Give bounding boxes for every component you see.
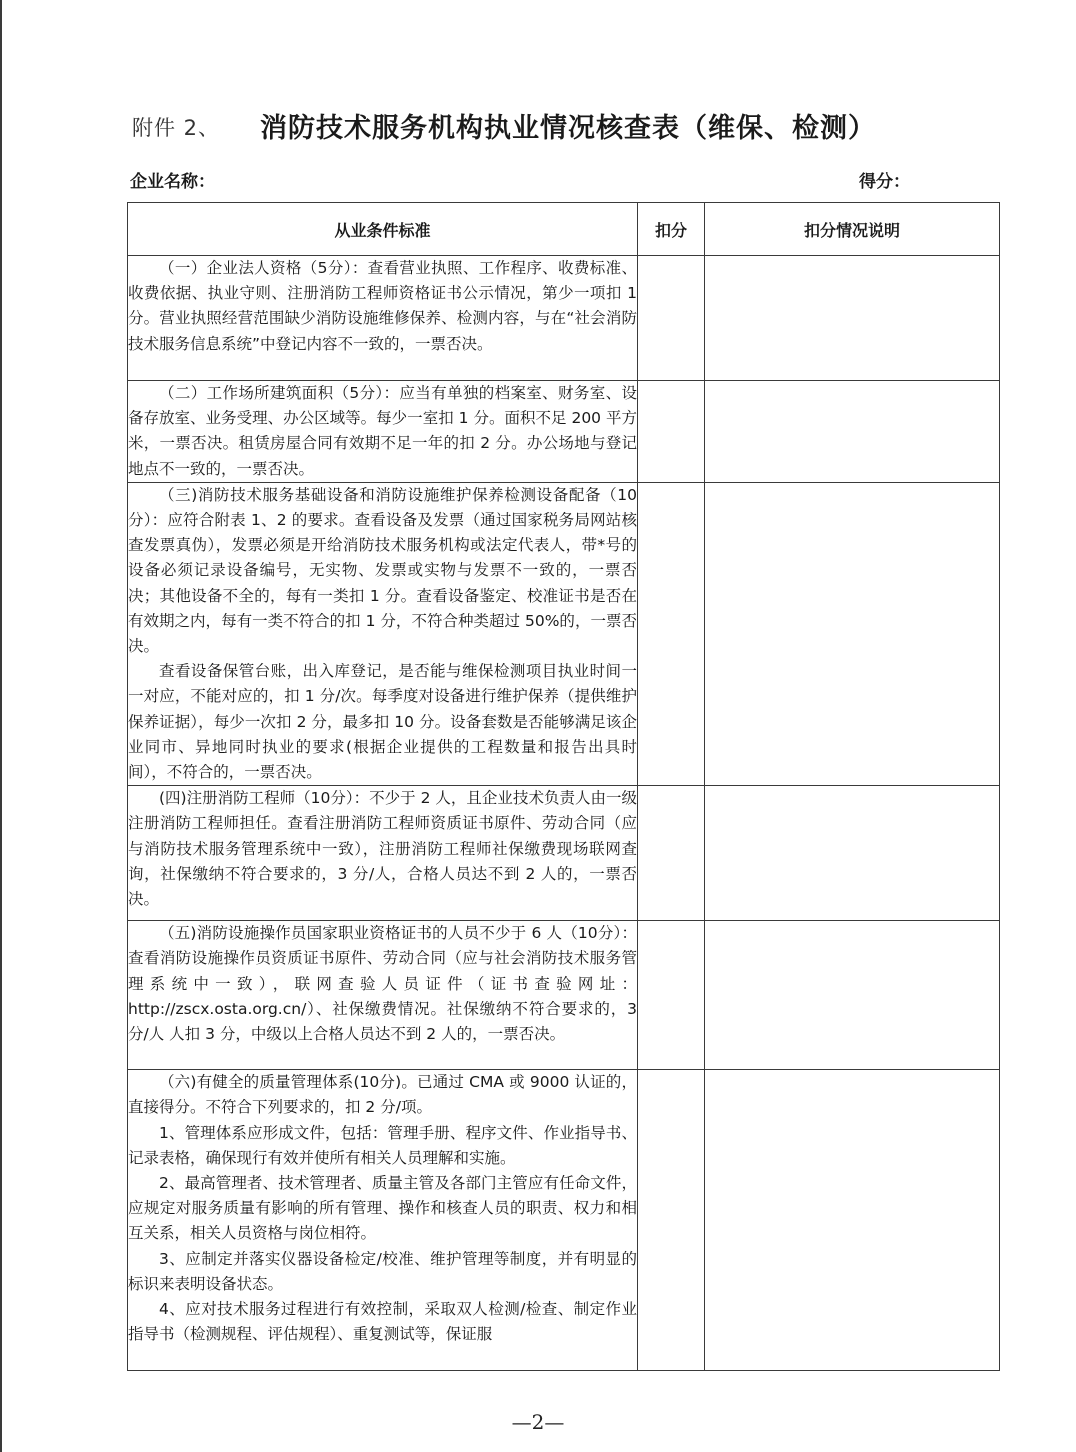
explanation-cell[interactable] <box>705 1070 1000 1371</box>
standard-paragraph: (四)注册消防工程师（10分）：不少于 2 人，且企业技术负责人由一级注册消防工程师担任。查看注册消防工程师资质证书原件、劳动合同（应与消防技术服务管理系统中一致），注册消防工程师社保缴费现场联网查询，社保缴纳不符合要求的，3 分/人，合格人员达不到 2 人的，一票否决。 <box>128 789 637 909</box>
standard-cell <box>128 256 638 381</box>
annex-label: 附件 2、 <box>132 116 221 140</box>
standard-cell <box>128 786 638 921</box>
explanation-cell[interactable] <box>705 381 1000 483</box>
table-row <box>128 921 1000 1070</box>
standard-cell <box>128 482 638 785</box>
deduction-cell[interactable] <box>638 786 705 921</box>
standard-paragraph: （三)消防技术服务基础设备和消防设施维护保养检测设备配备（10分）：应符合附表 1、2 的要求。查看设备及发票（通过国家税务局网站核查发票真伪），发票必须是开给消防技术服务机构或法定代表人，带*号的设备必须记录设备编号，无实物、发票或实物与发票不一致的，一票否决；其他设备不全的，每有一类扣 1 分。查看设备鉴定、校准证书是否在有效期之内，每有一类不符合的扣 1 分，不符合种类超过 50%的，一票否决。 <box>128 485 637 656</box>
form-meta <box>130 163 910 193</box>
inspection-table <box>127 202 1000 1371</box>
page-number: —2— <box>511 1410 565 1434</box>
standard-paragraph: （一）企业法人资格（5分）：查看营业执照、工作程序、收费标准、收费依据、执业守则、注册消防工程师资格证书公示情况，第少一项扣 1 分。营业执照经营范围缺少消防设施维修保养、检测内容，与在“社会消防技术服务信息系统”中登记内容不一致的，一票否决。 <box>128 259 637 353</box>
table-row <box>128 256 1000 381</box>
deduction-cell[interactable] <box>638 256 705 381</box>
standard-paragraph: 3、应制定并落实仪器设备检定/校准、维护管理等制度，并有明显的标识来表明设备状态。 <box>128 1249 637 1293</box>
deduction-cell[interactable] <box>638 482 705 785</box>
deduction-cell[interactable] <box>638 921 705 1070</box>
standard-cell <box>128 381 638 483</box>
explanation-cell[interactable] <box>705 921 1000 1070</box>
document-title: 消防技术服务机构执业情况核查表（维保、检测） <box>260 113 876 144</box>
header-standard: 从业条件标准 <box>128 203 638 256</box>
table-header-row <box>128 203 1000 256</box>
deduction-cell[interactable] <box>638 1070 705 1371</box>
standard-cell <box>128 1070 638 1371</box>
explanation-cell[interactable] <box>705 482 1000 785</box>
table-row <box>128 381 1000 483</box>
standard-cell <box>128 921 638 1070</box>
explanation-cell[interactable] <box>705 786 1000 921</box>
page-left-border <box>0 0 2 1452</box>
score-label: 得分： <box>859 172 910 192</box>
standard-paragraph: 2、最高管理者、技术管理者、质量主管及各部门主管应有任命文件，应规定对服务质量有影响的所有管理、操作和核查人员的职责、权力和相互关系，相关人员资格与岗位相符。 <box>128 1174 637 1243</box>
company-name-label: 企业名称： <box>130 172 215 192</box>
standard-paragraph: （五)消防设施操作员国家职业资格证书的人员不少于 6 人（10分）：查看消防设施操作员资质证书原件、劳动合同（应与社会消防技术服务管理系统中一致），联网查验人员证件（证书查验网址：http://zscx.osta.org.cn/）、社保缴费情况。社保缴纳不符合要求的，3 分/人 人扣 3 分，中级以上合格人员达不到 2 人的，一票否决。 <box>128 924 637 1044</box>
standard-paragraph: （二）工作场所建筑面积（5分）：应当有单独的档案室、财务室、设备存放室、业务受理、办公区域等。每少一室扣 1 分。面积不足 200 平方米，一票否决。租赁房屋合同有效期不足一年的扣 2 分。办公场地与登记地点不一致的，一票否决。 <box>128 384 637 478</box>
table-row <box>128 786 1000 921</box>
explanation-cell[interactable] <box>705 256 1000 381</box>
header-explanation: 扣分情况说明 <box>705 203 1000 256</box>
header-deduction: 扣分 <box>638 203 705 256</box>
standard-paragraph: （六)有健全的质量管理体系(10分)。已通过 CMA 或 9000 认证的，直接得分。不符合下列要求的，扣 2 分/项。 <box>128 1073 637 1117</box>
deduction-cell[interactable] <box>638 381 705 483</box>
document-header <box>132 104 1012 148</box>
table-row <box>128 482 1000 785</box>
standard-paragraph: 1、管理体系应形成文件，包括：管理手册、程序文件、作业指导书、记录表格，确保现行有效并使所有相关人员理解和实施。 <box>128 1123 637 1167</box>
standard-paragraph: 查看设备保管台账，出入库登记，是否能与维保检测项目执业时间一一对应，不能对应的，扣 1 分/次。每季度对设备进行维护保养（提供维护保养证据），每少一次扣 2 分，最多扣 10 分。设备套数是否能够满足该企业同市、异地同时执业的要求(根据企业提供的工程数量和报告出具时间），不符合的，一票否决。 <box>128 662 637 782</box>
table-row <box>128 1070 1000 1371</box>
standard-paragraph: 4、应对技术服务过程进行有效控制，采取双人检测/检查、制定作业指导书（检测规程、评估规程）、重复测试等，保证服 <box>128 1300 637 1344</box>
